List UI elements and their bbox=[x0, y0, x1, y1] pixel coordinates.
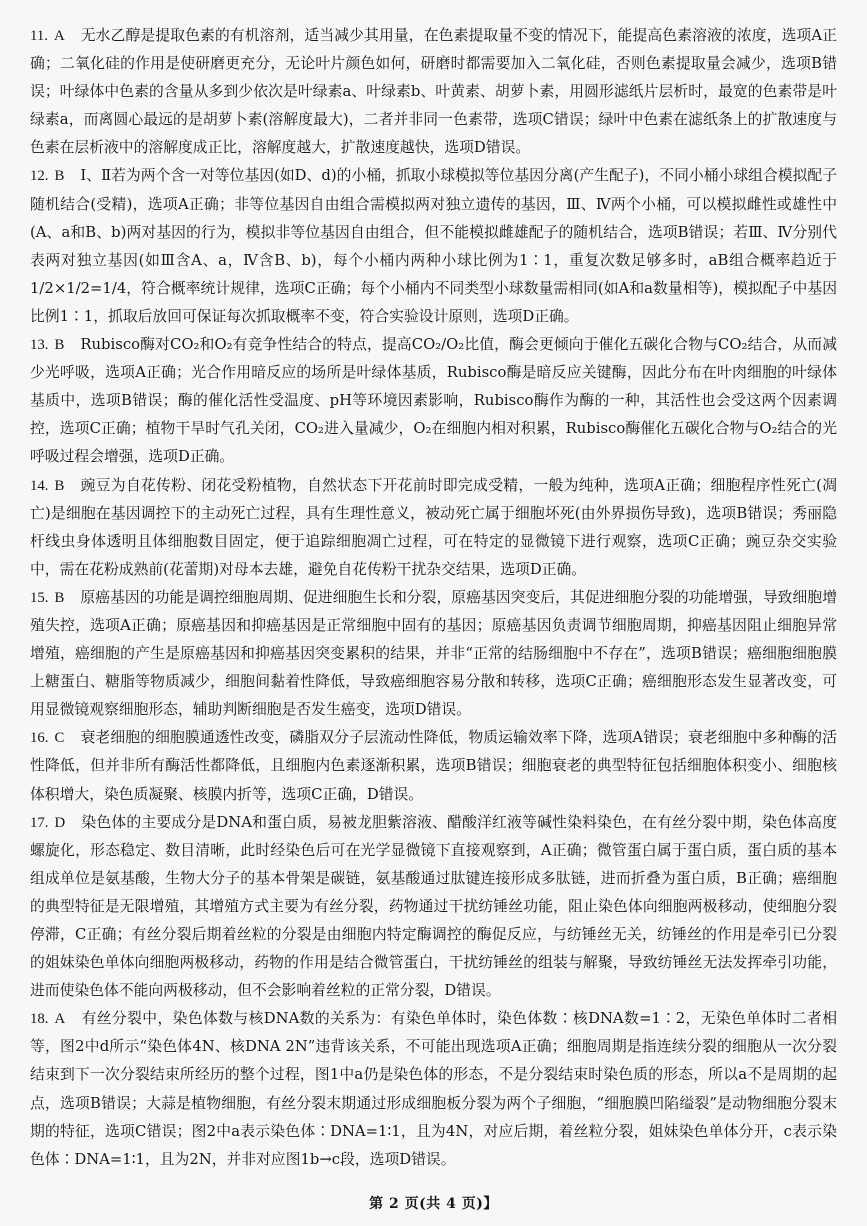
question-14-paragraph bbox=[30, 472, 837, 584]
question-15-number: 15. bbox=[30, 589, 49, 606]
question-17-explanation bbox=[30, 809, 837, 1006]
question-18-text: 有丝分裂中，染色体数与核DNA数的关系为：有染色单体时，染色体数∶核DNA数=1∶2，无染色单体时二者相等，图2中d所示“染色体4N、核DNA 2N”违背该关系，不可能出现选项A正确；细胞周期是指连续分裂的细胞从一次分裂结束到下一次分裂结束所经历的整个过程，图1中a仍是染色体的形态，不是分裂结束时染色质的形态，所以a不是周期的起点，选项B错误；大蒜是植物细胞，有丝分裂末期通过形成细胞板分裂为两个子细胞，“细胞膜凹陷缢裂”是动物细胞分裂末期的特征，选项C错误；图2中a表示染色体∶DNA=1∶1，且为4N，对应后期，着丝粒分裂，姐妹染色单体分开，c表示染色体∶DNA=1∶1，且为2N，并非对应图1b→c段，选项D错误。 bbox=[30, 1010, 837, 1168]
question-15-explanation bbox=[30, 584, 837, 724]
question-11-number: 11. bbox=[30, 28, 48, 44]
question-13-text: Rubisco酶对CO₂和O₂有竞争性结合的特点，提高CO₂/O₂比值，酶会更倾向于催化五碳化合物与CO₂结合，从而减少光呼吸，选项A正确；光合作用暗反应的场所是叶绿体基质，Rubisco酶是暗反应关键酶，因此分布在叶肉细胞的叶绿体基质中，选项B错误；酶的催化活性受温度、pH等环境因素影响，Rubisco酶作为酶的一种，其活性也会受这两个因素调控，选项C正确；植物干旱时气孔关闭，CO₂进入量减少，O₂在细胞内相对积累，Rubisco酶催化五碳化合物与O₂结合的光呼吸过程会增强，选项D正确。 bbox=[30, 336, 837, 466]
question-17-answer: D bbox=[54, 814, 66, 831]
question-17-number: 17. bbox=[30, 814, 49, 831]
question-11-explanation bbox=[30, 22, 837, 162]
question-16-number: 16. bbox=[30, 730, 49, 747]
question-18-paragraph bbox=[30, 1005, 837, 1174]
question-11-text: 无水乙醇是提取色素的有机溶剂，适当减少其用量，在色素提取量不变的情况下，能提高色素溶液的浓度，选项A正确；二氧化硅的作用是使研磨更充分，无论叶片颜色如何，研磨时都需要加入二氧化硅，否则色素提取量会减少，选项B错误；叶绿体中色素的含量从多到少依次是叶绿素a、叶绿素b、叶黄素、胡萝卜素，用圆形滤纸片层析时，最宽的色素带是叶绿素a，而离圆心最远的是胡萝卜素(溶解度最大)，二者并非同一色素带，选项C错误；绿叶中色素在滤纸条上的扩散速度与色素在层析液中的溶解度成正比，溶解度越大，扩散速度越快，选项D错误。 bbox=[30, 27, 837, 157]
question-14-text: 豌豆为自花传粉、闭花受粉植物，自然状态下开花前时即完成受精，一般为纯种，选项A正确；细胞程序性死亡(凋亡)是细胞在基因调控下的主动死亡过程，具有生理性意义，被动死亡属于细胞坏死(由外界损伤导致)，选项B错误；秀丽隐杆线虫身体透明且体细胞数目固定，便于追踪细胞凋亡过程，可在特定的显微镜下进行观察，选项C正确；豌豆杂交实验中，需在花粉成熟前(花蕾期)对母本去雄，避免自花传粉干扰杂交结果，选项D正确。 bbox=[30, 476, 837, 578]
question-15-answer: B bbox=[54, 589, 65, 606]
question-16-text: 衰老细胞的细胞膜通透性改变，磷脂双分子层流动性降低，物质运输效率下降，选项A错误；衰老细胞中多种酶的活性降低，但并非所有酶活性都降低，且细胞内色素逐渐积累，选项B错误；细胞衰老的典型特征包括细胞体积变小、细胞核体积增大，染色质凝聚、核膜内折等，选项C正确，D错误。 bbox=[30, 729, 837, 803]
question-13-explanation bbox=[30, 331, 837, 471]
question-13-answer: B bbox=[54, 337, 65, 354]
question-17-text: 染色体的主要成分是DNA和蛋白质，易被龙胆紫溶液、醋酸洋红液等碱性染料染色，在有丝分裂中期，染色体高度螺旋化，形态稳定、数目清晰，此时经染色后可在光学显微镜下直接观察到，A正确；微管蛋白属于蛋白质，蛋白质的基本组成单位是氨基酸，生物大分子的基本骨架是碳链，氨基酸通过肽键连接形成多肽链，进而折叠为蛋白质，B正确；癌细胞的典型特征是无限增殖，其增殖方式主要为有丝分裂，药物通过干扰纺锤丝功能，阻止染色体向细胞两极移动，使细胞分裂停滞，C正确；有丝分裂后期着丝粒的分裂是由细胞内特定酶调控的酶促反应，与纺锤丝无关，纺锤丝的作用是牵引已分裂的姐妹染色单体向细胞两极移动，药物的作用是结合微管蛋白，干扰纺锤丝的组装与解聚，导致纺锤丝无法发挥牵引功能，进而使染色体不能向两极移动，但不会影响着丝粒的正常分裂，D错误。 bbox=[30, 813, 837, 1000]
question-14-number: 14. bbox=[30, 477, 49, 494]
question-12-paragraph bbox=[30, 162, 837, 331]
question-13-number: 13. bbox=[30, 337, 49, 354]
question-12-explanation bbox=[30, 162, 837, 331]
question-13-paragraph bbox=[30, 331, 837, 471]
question-16-answer: C bbox=[54, 730, 65, 747]
question-18-number: 18. bbox=[30, 1011, 49, 1028]
answer-explanation-list bbox=[30, 22, 837, 1174]
question-12-number: 12. bbox=[30, 168, 49, 185]
question-18-explanation bbox=[30, 1005, 837, 1174]
question-18-answer: A bbox=[54, 1011, 66, 1028]
question-14-answer: B bbox=[54, 477, 65, 494]
page-number-footer: 第 2 页(共 4 页)】 bbox=[369, 1196, 498, 1212]
question-12-answer: B bbox=[54, 168, 65, 185]
question-15-text: 原癌基因的功能是调控细胞周期、促进细胞生长和分裂，原癌基因突变后，其促进细胞分裂的功能增强，导致细胞增殖失控，选项A正确；原癌基因和抑癌基因是正常细胞中固有的基因；原癌基因负责调节细胞周期，抑癌基因阻止细胞异常增殖，癌细胞的产生是原癌基因和抑癌基因突变累积的结果，并非“正常的结肠细胞中不存在”，选项B错误；癌细胞细胞膜上糖蛋白、糖脂等物质减少，细胞间黏着性降低，导致癌细胞容易分散和转移，选项C正确；癌细胞形态发生显著改变，可用显微镜观察细胞形态，辅助判断细胞是否发生癌变，选项D错误。 bbox=[30, 588, 837, 719]
question-17-paragraph bbox=[30, 809, 837, 1006]
question-16-explanation bbox=[30, 724, 837, 808]
question-11-answer: A bbox=[53, 28, 65, 44]
question-11-paragraph bbox=[30, 22, 837, 162]
question-16-paragraph bbox=[30, 724, 837, 808]
question-14-explanation bbox=[30, 472, 837, 584]
question-15-paragraph bbox=[30, 584, 837, 724]
question-12-text: Ⅰ、Ⅱ若为两个含一对等位基因(如D、d)的小桶，抓取小球模拟等位基因分离(产生配子)，不同小桶小球组合模拟配子随机结合(受精)，选项A正确；非等位基因自由组合需模拟两对独立遗传的基因，Ⅲ、Ⅳ两个小桶，可以模拟雌性或雄性中(A、a和B、b)两对基因的行为，模拟非等位基因自由组合，但不能模拟雌雄配子的随机结合，选项B错误；若Ⅲ、Ⅳ分别代表两对独立基因(如Ⅲ含A、a，Ⅳ含B、b)，每个小桶内两种小球比例为1∶1，重复次数足够多时，aB组合概率趋近于1/2×1/2=1/4，符合概率统计规律，选项C正确；每个小桶内不同类型小球数量需相同(如A和a数量相等)，模拟配子中基因比例1∶1，抓取后放回可保证每次抓取概率不变，符合实验设计原则，选项D正确。 bbox=[30, 167, 837, 325]
